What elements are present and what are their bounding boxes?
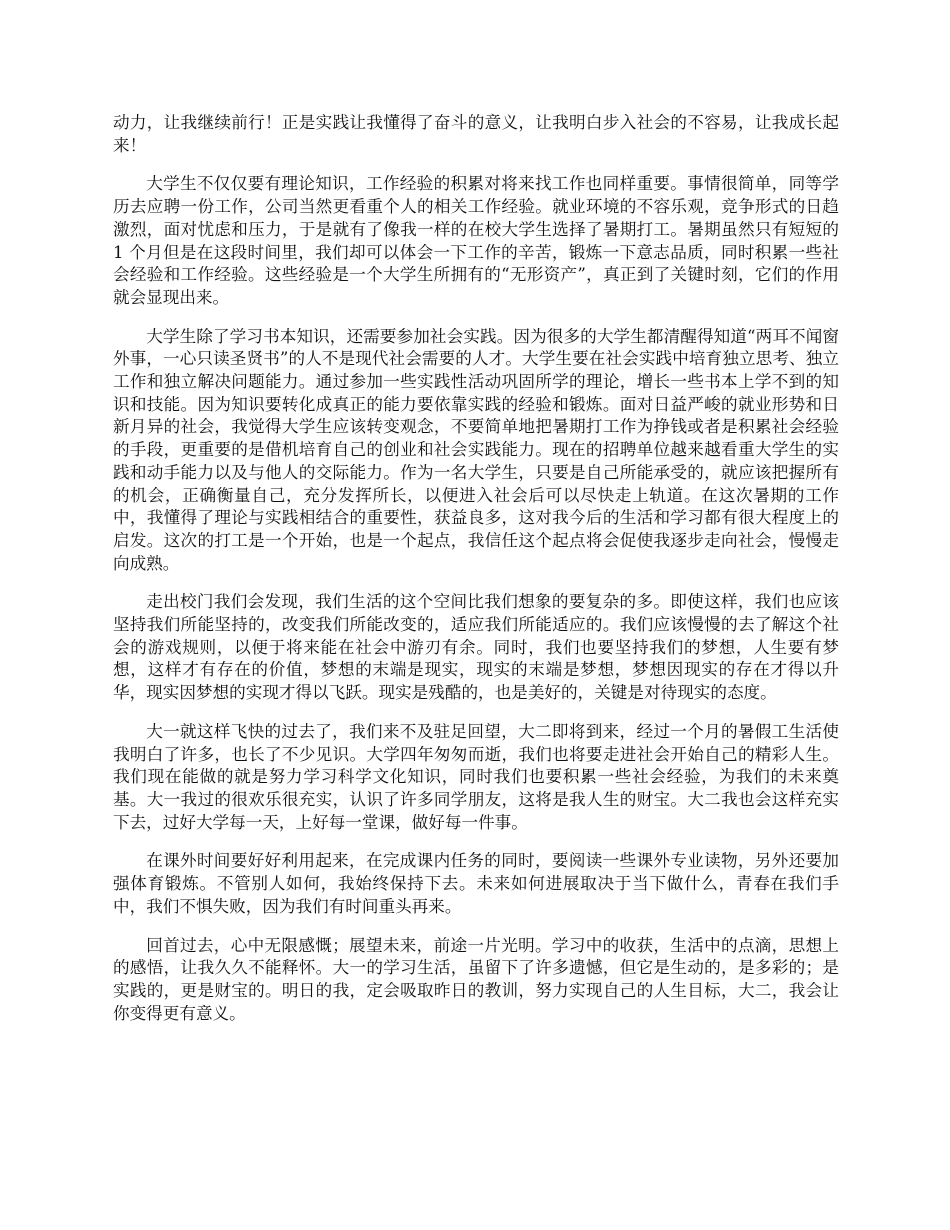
document-body bbox=[113, 112, 839, 1041]
paragraph-work-experience: 大学生不仅仅要有理论知识，工作经验的积累对将来找工作也同样重要。事情很简单，同等学历去应聘一份工作，公司当然更看重个人的相关工作经验。就业环境的不容乐观，竞争形式的日趋激烈，面对忧虑和压力，于是就有了像我一样的在校大学生选择了暑期打工。暑期虽然只有短短的 1 个月但是在这段时间里，我们却可以体会一下工作的辛苦，锻炼一下意志品质，同时积累一些社会经验和工作经验。这些经验是一个大学生所拥有的“无形资产”，真正到了关键时刻，它们的作用就会显现出来。 bbox=[113, 174, 839, 307]
paragraph-spare-time: 在课外时间要好好利用起来，在完成课内任务的同时，要阅读一些课外专业读物，另外还要加强体育锻炼。不管别人如何，我始终保持下去。未来如何进展取决于当下做什么，青春在我们手中，我们不惧失败，因为我们有时间重头再来。 bbox=[113, 851, 839, 916]
paragraph-leaving-school: 走出校门我们会发现，我们生活的这个空间比我们想象的要复杂的多。即使这样，我们也应该坚持我们所能坚持的，改变我们所能改变的，适应我们所能适应的。我们应该慢慢的去了解这个社会的游戏规则，以便于将来能在社会中游刃有余。同时，我们也要坚持我们的梦想，人生要有梦想，这样才有存在的价值，梦想的末端是现实，现实的末端是梦想，梦想因现实的存在才得以升华，现实因梦想的实现才得以飞跃。现实是残酷的，也是美好的，关键是对待现实的态度。 bbox=[113, 592, 839, 703]
paragraph-freshman-year: 大一就这样飞快的过去了，我们来不及驻足回望，大二即将到来，经过一个月的暑假工生活使我明白了许多，也长了不少见识。大学四年匆匆而逝，我们也将要走进社会开始自己的精彩人生。我们现在能做的就是努力学习科学文化知识，同时我们也要积累一些社会经验，为我们的未来奠基。大一我过的很欢乐很充实，认识了许多同学朋友，这将是我人生的财宝。大二我也会这样充实下去，过好大学每一天，上好每一堂课，做好每一件事。 bbox=[113, 721, 839, 832]
paragraph-looking-back: 回首过去，心中无限感慨；展望未来，前途一片光明。学习中的收获，生活中的点滴，思想上的感悟，让我久久不能释怀。大一的学习生活，虽留下了许多遗憾，但它是生动的，是多彩的；是实践的，更是财宝的。明日的我，定会吸取昨日的教训，努力实现自己的人生目标，大二，我会让你变得更有意义。 bbox=[113, 935, 839, 1023]
paragraph-social-practice: 大学生除了学习书本知识，还需要参加社会实践。因为很多的大学生都清醒得知道“两耳不闻窗外事，一心只读圣贤书”的人不是现代社会需要的人才。大学生要在社会实践中培育独立思考、独立工作和独立解决问题能力。通过参加一些实践性活动巩固所学的理论，增长一些书本上学不到的知识和技能。因为知识要转化成真正的能力要依靠实践的经验和锻炼。面对日益严峻的就业形势和日新月异的社会，我觉得大学生应该转变观念，不要简单地把暑期打工作为挣钱或者是积累社会经验的手段，更重要的是借机培育自己的创业和社会实践能力。现在的招聘单位越来越看重大学生的实践和动手能力以及与他人的交际能力。作为一名大学生，只要是自己所能承受的，就应该把握所有的机会，正确衡量自己，充分发挥所长，以便进入社会后可以尽快走上轨道。在这次暑期的工作中，我懂得了理论与实践相结合的重要性，获益良多，这对我今后的生活和学习都有很大程度上的启发。这次的打工是一个开始，也是一个起点，我信任这个起点将会促使我逐步走向社会，慢慢走向成熟。 bbox=[113, 326, 839, 573]
paragraph-continuation: 动力，让我继续前行！正是实践让我懂得了奋斗的意义，让我明白步入社会的不容易，让我成长起来！ bbox=[113, 113, 839, 155]
